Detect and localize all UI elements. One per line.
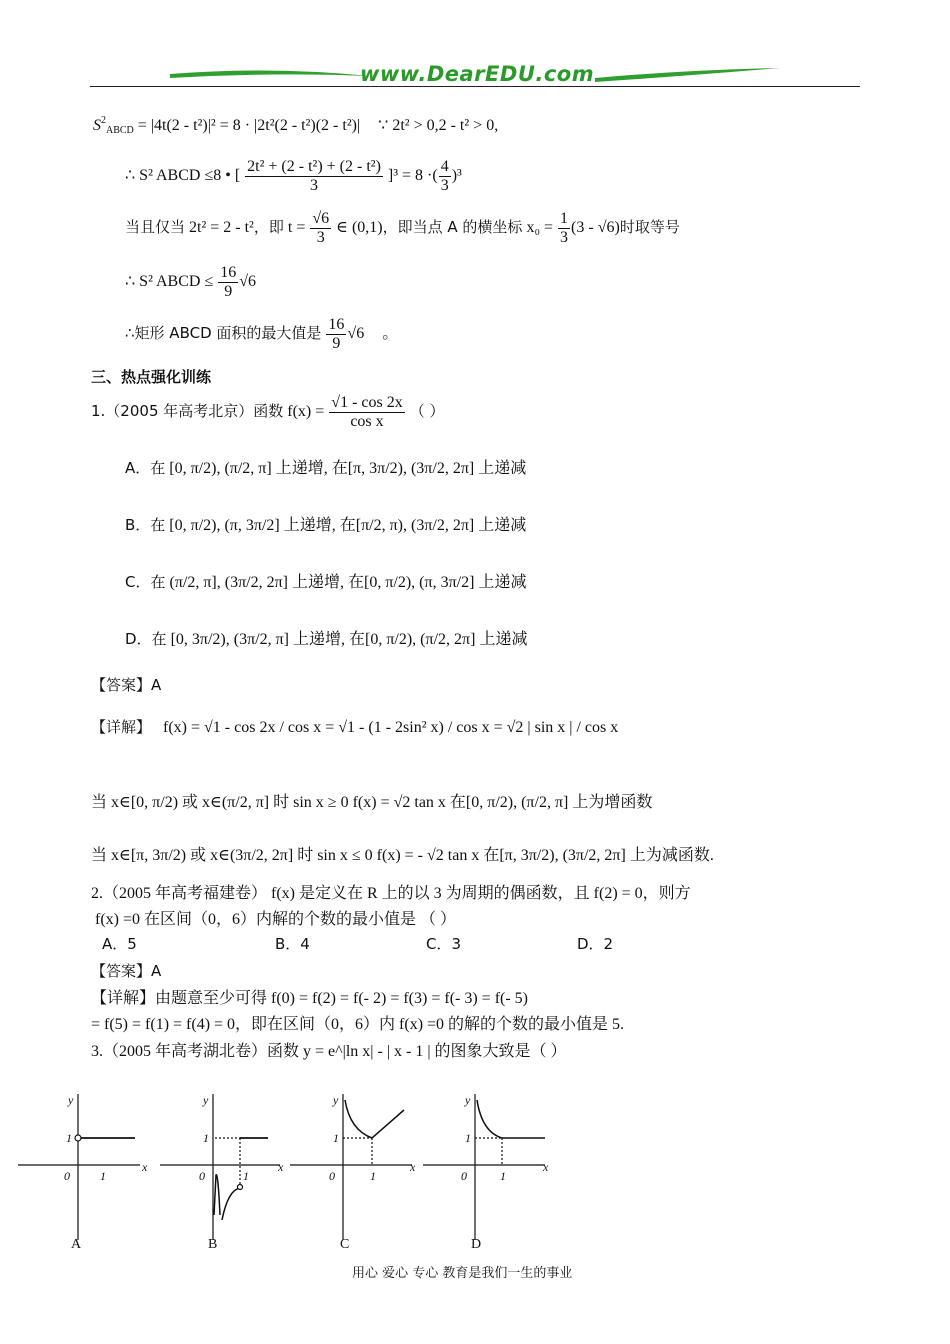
q3-stem: 3.（2005 年高考湖北卷）函数 y = e^|ln x| - | x - 1 | 的图象大致是（ ） [91,1043,567,1060]
period: 。 [382,324,399,342]
q1-option-b [125,512,526,535]
q1-option-a [125,455,526,478]
fraction-numerator: 16 [328,316,345,333]
area-expression: = |4t(2 - t²)|² = 8 · |2t²(2 - t²)(2 - t²)| [137,117,361,134]
tick-one-x: 1 [370,1169,376,1183]
axis-label-y: y [203,1093,209,1107]
inequality-mid: ]³ = 8 ·( [387,166,438,184]
tick-one-y: 1 [66,1131,72,1145]
q1-stem [91,394,445,430]
fraction-numerator: √1 - cos 2x [331,394,403,411]
tick-one-x: 1 [500,1169,506,1183]
inequality-end: )³ [451,166,462,184]
option-text: [0, 3π/2), (3π/2, π] 上递增, 在[0, π/2), (π/2, 2π] 上递减 [170,631,528,648]
fraction-denominator: 9 [332,334,341,352]
q2-option-d: D．2 [577,935,614,953]
tick-one-x: 1 [243,1169,249,1183]
one-third-fraction [558,210,570,246]
q1-case-2: 当 x∈[π, 3π/2) 或 x∈(3π/2, 2π] 时 sin x ≤ 0 f(x) = - √2 tan x 在[π, 3π/2), (3π/2, 2π] 上为减函数. [91,847,714,864]
x0-value: (3 - √6) [571,218,620,236]
header-rule [90,86,860,87]
q1-answer: 【答案】A [91,676,162,694]
graph-label-b: B [208,1237,218,1252]
equality-condition: 2t² = 2 - t² [189,218,254,236]
tick-one-y: 1 [465,1131,471,1145]
q2-detail-2: = f(5) = f(1) = f(4) = 0，即在区间（0，6）内 f(x) =0 的解的个数的最小值是 5. [91,1016,625,1033]
fraction-denominator: cos x [350,412,384,430]
mean-fraction [245,158,383,194]
q2-option-a: A．5 [102,935,137,953]
area-bound-prefix: ∴ S² ABCD ≤ [125,272,214,290]
graph-label-a: A [71,1237,82,1252]
tick-one-y: 1 [203,1131,209,1145]
axis-label-y: y [68,1093,74,1107]
origin-label: 0 [461,1169,467,1183]
origin-label: 0 [64,1169,70,1183]
tick-one-x: 1 [100,1169,106,1183]
page-footer: 用心 爱心 专心 教育是我们一生的事业 [352,1266,573,1281]
fraction-numerator: 2t² + (2 - t²) + (2 - t²) [247,158,381,175]
q2-line-2: f(x) =0 在区间（0，6）内解的个数的最小值是 （ ） [95,911,457,928]
formula-line-4 [125,264,256,300]
sixteen-ninths [218,264,238,300]
sqrt-six: √6 [239,272,257,290]
function-fraction [329,394,404,430]
condition-text: ∵ 2t² > 0,2 - t² > 0, [378,117,499,134]
interval: ∈ (0,1) [336,218,383,236]
section-title: 三、热点强化训练 [91,368,212,386]
text-when: 当且仅当 [125,217,186,236]
fraction-numerator: 4 [440,158,449,175]
fraction-denominator: 3 [440,176,449,194]
axis-label-x: x [278,1160,284,1174]
fraction-denominator: 3 [316,228,325,246]
origin-label: 0 [199,1169,205,1183]
q2-option-b: B．4 [275,935,310,953]
q1-detail [91,716,618,737]
axis-label-x: x [142,1160,148,1174]
inequality-prefix: ∴ S² ABCD ≤8 • [ [125,166,241,184]
four-thirds-fraction [439,158,451,194]
option-text: (π/2, π], (3π/2, 2π] 上递增, 在[0, π/2), (π, 3π/2] 上递减 [169,574,527,591]
answer-blank: （ ） [409,401,445,420]
option-label: B．在 [125,516,166,534]
fraction-denominator: 9 [224,282,233,300]
graph-label-d: D [471,1237,482,1252]
tick-one-y: 1 [333,1131,339,1145]
question-stem: 1.（2005 年高考北京）函数 [91,401,284,420]
fraction-denominator: 3 [560,228,569,246]
q1-case-1: 当 x∈[0, π/2) 或 x∈(π/2, π] 时 sin x ≥ 0 f(x) = √2 tan x 在[0, π/2), (π/2, π] 上为增函数 [91,794,653,811]
t-equals: t = [287,218,306,236]
header-swoosh-right [595,66,780,84]
detail-label: 【详解】 [91,718,152,736]
q2-answer: 【答案】A [91,962,162,980]
q2-option-c: C．3 [426,935,462,953]
q1-option-d [125,626,527,649]
t-value-fraction [310,210,331,246]
text-point-a: ，即当点 A 的横坐标 [382,217,523,236]
max-area-text: ∴矩形 ABCD 面积的最大值是 [125,323,322,342]
site-logo: www.DearEDU.com [360,62,595,86]
function-name: f(x) = [287,402,325,420]
axis-label-x: x [543,1160,549,1174]
axis-label-y: y [465,1093,471,1107]
q1-option-c [125,569,526,592]
formula-line-1 [93,115,498,136]
origin-label: 0 [329,1169,335,1183]
axis-label-y: y [333,1093,339,1107]
fraction-numerator: 16 [220,264,237,281]
fraction-numerator: 1 [560,210,569,227]
fraction-numerator: √6 [312,210,330,227]
detail-expression: f(x) = √1 - cos 2x / cos x = √1 - (1 - 2sin² x) / cos x = √2 | sin x | / cos x [163,719,619,736]
option-label: C．在 [125,573,166,591]
option-text: [0, π/2), (π, 3π/2] 上递增, 在[π/2, π), (3π/2, 2π] 上递减 [169,517,527,534]
superscript: 2 [101,115,106,126]
formula-line-5 [125,316,398,352]
x0-equals: x₀ = [526,218,554,236]
formula-line-3 [125,210,680,246]
sqrt-six: √6 [347,324,365,342]
option-text: [0, π/2), (π/2, π] 上递增, 在[π, 3π/2), (3π/2, 2π] 上递减 [169,460,527,477]
text-equality: 时取等号 [619,217,680,236]
q3-graphs [0,1080,950,1260]
text-ie: ，即 [253,217,284,236]
symbol-s: S [93,117,101,134]
subscript: ABCD [106,125,134,136]
axis-label-x: x [410,1160,416,1174]
option-label: D．在 [125,630,167,648]
sixteen-ninths [326,316,346,352]
header-swoosh-left [170,66,370,84]
graph-label-c: C [340,1237,350,1252]
q2-detail-1: 【详解】由题意至少可得 f(0) = f(2) = f(- 2) = f(3) = f(- 3) = f(- 5) [91,990,529,1007]
fraction-denominator: 3 [310,176,319,194]
q2-line-1: 2.（2005 年高考福建卷） f(x) 是定义在 R 上的以 3 为周期的偶函数，且 f(2) = 0，则方 [91,885,691,902]
option-label: A．在 [125,459,166,477]
formula-line-2 [125,158,462,194]
